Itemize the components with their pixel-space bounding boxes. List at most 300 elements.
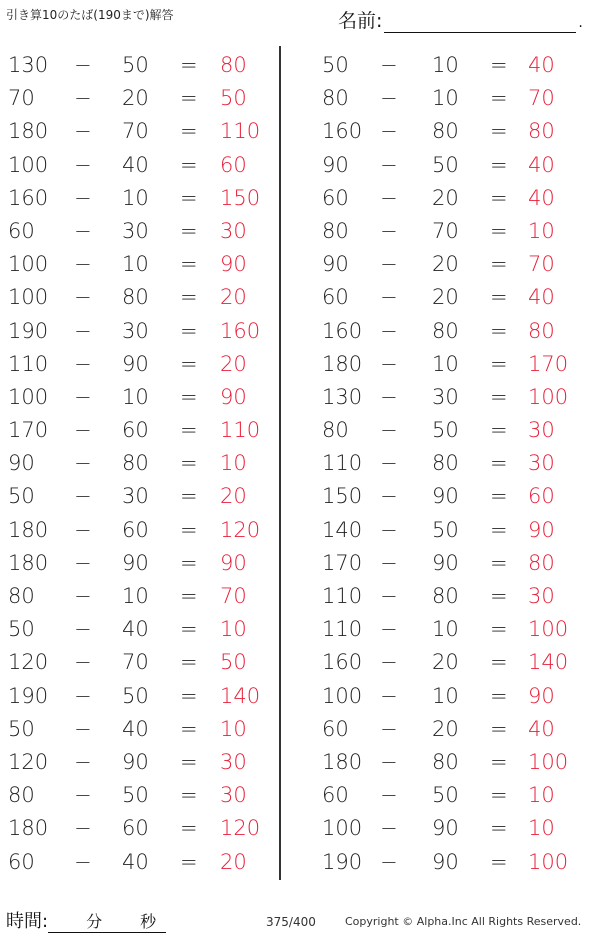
problem-row <box>0 280 290 313</box>
answer: 120 <box>220 517 261 542</box>
problem-row <box>0 214 290 247</box>
problem-row <box>300 745 590 778</box>
minus-sign: − <box>74 86 92 111</box>
problem-row <box>300 645 590 678</box>
problem-row <box>0 513 290 546</box>
seconds-label: 秒 <box>140 912 157 931</box>
answer: 60 <box>220 152 247 177</box>
answer: 50 <box>220 650 247 675</box>
answer: 40 <box>528 716 555 741</box>
answer: 70 <box>528 252 555 277</box>
minus-sign: − <box>74 749 92 774</box>
subtrahend: 50 <box>432 517 459 542</box>
equals-sign: = <box>180 816 198 841</box>
minuend: 180 <box>322 749 363 774</box>
minuend: 80 <box>322 418 349 443</box>
answer: 140 <box>220 683 261 708</box>
equals-sign: = <box>490 650 508 675</box>
minus-sign: − <box>380 318 398 343</box>
page-number: 375/400 <box>266 915 316 929</box>
minus-sign: − <box>380 517 398 542</box>
equals-sign: = <box>490 550 508 575</box>
minus-sign: − <box>380 716 398 741</box>
answer: 10 <box>220 617 247 642</box>
problem-row <box>0 446 290 479</box>
answer: 40 <box>528 152 555 177</box>
minuend: 120 <box>8 749 49 774</box>
subtrahend: 90 <box>122 351 149 376</box>
subtrahend: 50 <box>432 783 459 808</box>
equals-sign: = <box>180 484 198 509</box>
name-dot: . <box>578 15 583 31</box>
minus-sign: − <box>74 716 92 741</box>
equals-sign: = <box>490 119 508 144</box>
equals-sign: = <box>180 185 198 210</box>
answer: 10 <box>220 716 247 741</box>
time-field <box>6 907 166 933</box>
problem-row <box>0 745 290 778</box>
problem-row <box>300 845 590 878</box>
time-label: 時間: <box>6 911 49 932</box>
minuend: 110 <box>322 584 363 608</box>
minus-sign: − <box>74 185 92 210</box>
minuend: 90 <box>322 252 349 277</box>
subtrahend: 50 <box>122 783 149 808</box>
minus-sign: − <box>380 152 398 177</box>
answer: 90 <box>220 550 247 575</box>
equals-sign: = <box>490 849 508 874</box>
answer: 60 <box>528 484 555 509</box>
equals-sign: = <box>180 152 198 177</box>
minuend: 110 <box>322 617 363 642</box>
minus-sign: − <box>74 119 92 144</box>
equals-sign: = <box>490 816 508 841</box>
subtrahend: 80 <box>432 119 459 144</box>
minuend: 90 <box>8 451 35 476</box>
minuend: 190 <box>8 683 49 708</box>
equals-sign: = <box>180 584 198 608</box>
problem-row <box>300 811 590 844</box>
minuend: 140 <box>322 517 363 542</box>
subtrahend: 80 <box>432 749 459 774</box>
subtrahend: 30 <box>432 384 459 409</box>
minus-sign: − <box>380 218 398 243</box>
subtrahend: 10 <box>432 617 459 642</box>
worksheet-title: 引き算10のたば(190まで)解答 <box>6 8 174 22</box>
subtrahend: 70 <box>432 218 459 243</box>
subtrahend: 50 <box>122 53 149 77</box>
problem-row <box>300 479 590 512</box>
equals-sign: = <box>490 517 508 542</box>
minuend: 190 <box>322 849 363 874</box>
problem-row <box>300 446 590 479</box>
copyright-notice: Copyright © Alpha.Inc All Rights Reserved. <box>345 915 582 928</box>
minuend: 170 <box>8 418 49 443</box>
minus-sign: − <box>74 252 92 277</box>
equals-sign: = <box>180 252 198 277</box>
minus-sign: − <box>74 816 92 841</box>
equals-sign: = <box>490 218 508 243</box>
minuend: 160 <box>322 318 363 343</box>
subtrahend: 10 <box>122 584 149 608</box>
minus-sign: − <box>74 617 92 642</box>
answer: 30 <box>220 218 247 243</box>
minuend: 50 <box>322 53 349 77</box>
problem-row <box>0 712 290 745</box>
answer: 100 <box>528 384 569 409</box>
subtrahend: 90 <box>432 550 459 575</box>
minus-sign: − <box>74 418 92 443</box>
problem-row <box>0 546 290 579</box>
minuend: 100 <box>322 683 363 708</box>
problem-row <box>0 48 290 81</box>
minuend: 130 <box>8 53 49 77</box>
subtrahend: 90 <box>432 484 459 509</box>
answer: 160 <box>220 318 261 343</box>
answer: 90 <box>528 683 555 708</box>
time-blank-line <box>48 912 166 933</box>
subtrahend: 20 <box>122 86 149 111</box>
problem-row <box>0 645 290 678</box>
problem-row <box>0 380 290 413</box>
answer: 20 <box>220 849 247 874</box>
answer: 170 <box>528 351 569 376</box>
minuend: 180 <box>322 351 363 376</box>
subtrahend: 10 <box>432 53 459 77</box>
minuend: 50 <box>8 484 35 509</box>
subtrahend: 10 <box>122 185 149 210</box>
answer: 30 <box>220 783 247 808</box>
subtrahend: 40 <box>122 152 149 177</box>
subtrahend: 10 <box>432 683 459 708</box>
subtrahend: 50 <box>432 418 459 443</box>
problem-row <box>300 546 590 579</box>
minuend: 110 <box>322 451 363 476</box>
minuend: 60 <box>8 218 35 243</box>
problem-row <box>0 181 290 214</box>
equals-sign: = <box>180 119 198 144</box>
equals-sign: = <box>490 584 508 608</box>
minuend: 60 <box>322 783 349 808</box>
minus-sign: − <box>74 683 92 708</box>
equals-sign: = <box>490 683 508 708</box>
answer: 30 <box>528 418 555 443</box>
answer: 50 <box>220 86 247 111</box>
equals-sign: = <box>180 384 198 409</box>
name-field <box>338 6 583 33</box>
equals-sign: = <box>180 617 198 642</box>
minuend: 180 <box>8 550 49 575</box>
answer: 80 <box>528 550 555 575</box>
equals-sign: = <box>490 418 508 443</box>
subtrahend: 90 <box>432 849 459 874</box>
name-label: 名前: <box>338 10 383 32</box>
equals-sign: = <box>490 384 508 409</box>
equals-sign: = <box>180 683 198 708</box>
subtrahend: 70 <box>122 119 149 144</box>
minus-sign: − <box>74 650 92 675</box>
minus-sign: − <box>380 285 398 310</box>
equals-sign: = <box>180 517 198 542</box>
equals-sign: = <box>180 318 198 343</box>
minus-sign: − <box>380 550 398 575</box>
problem-row <box>300 679 590 712</box>
minuend: 80 <box>8 783 35 808</box>
minus-sign: − <box>380 351 398 376</box>
answer: 10 <box>528 783 555 808</box>
equals-sign: = <box>180 650 198 675</box>
problem-row <box>0 778 290 811</box>
subtrahend: 40 <box>122 716 149 741</box>
problem-row <box>0 81 290 114</box>
minus-sign: − <box>74 53 92 77</box>
minus-sign: − <box>74 318 92 343</box>
problem-row <box>300 214 590 247</box>
problem-row <box>0 314 290 347</box>
answer: 80 <box>528 119 555 144</box>
minuend: 180 <box>8 517 49 542</box>
equals-sign: = <box>490 484 508 509</box>
minuend: 100 <box>322 816 363 841</box>
equals-sign: = <box>180 849 198 874</box>
subtrahend: 90 <box>432 816 459 841</box>
minuend: 50 <box>8 617 35 642</box>
subtrahend: 10 <box>432 351 459 376</box>
problem-row <box>300 712 590 745</box>
equals-sign: = <box>490 749 508 774</box>
minus-sign: − <box>74 783 92 808</box>
problem-row <box>300 280 590 313</box>
equals-sign: = <box>490 451 508 476</box>
answer: 30 <box>220 749 247 774</box>
problem-row <box>0 114 290 147</box>
minus-sign: − <box>380 749 398 774</box>
minus-sign: − <box>380 816 398 841</box>
minus-sign: − <box>380 384 398 409</box>
answer: 100 <box>528 849 569 874</box>
problem-row <box>300 148 590 181</box>
problem-row <box>0 579 290 612</box>
answer: 90 <box>528 517 555 542</box>
minus-sign: − <box>74 517 92 542</box>
equals-sign: = <box>490 318 508 343</box>
minutes-label: 分 <box>86 912 103 931</box>
minus-sign: − <box>380 119 398 144</box>
minuend: 100 <box>8 285 49 310</box>
equals-sign: = <box>180 716 198 741</box>
minuend: 160 <box>322 650 363 675</box>
subtrahend: 20 <box>432 285 459 310</box>
subtrahend: 50 <box>432 152 459 177</box>
subtrahend: 30 <box>122 218 149 243</box>
minus-sign: − <box>380 484 398 509</box>
problem-row <box>300 114 590 147</box>
minuend: 100 <box>8 384 49 409</box>
answer: 30 <box>528 584 555 608</box>
minuend: 90 <box>322 152 349 177</box>
answer: 90 <box>220 252 247 277</box>
minuend: 80 <box>8 584 35 608</box>
equals-sign: = <box>490 716 508 741</box>
problem-row <box>0 679 290 712</box>
problem-row <box>300 778 590 811</box>
answer: 10 <box>528 218 555 243</box>
equals-sign: = <box>490 351 508 376</box>
minuend: 80 <box>322 86 349 111</box>
minus-sign: − <box>380 185 398 210</box>
problem-row <box>0 845 290 878</box>
minuend: 170 <box>322 550 363 575</box>
subtrahend: 80 <box>122 285 149 310</box>
minus-sign: − <box>74 451 92 476</box>
answer: 110 <box>220 418 261 443</box>
subtrahend: 30 <box>122 318 149 343</box>
minuend: 160 <box>8 185 49 210</box>
equals-sign: = <box>180 451 198 476</box>
problem-row <box>0 413 290 446</box>
equals-sign: = <box>490 783 508 808</box>
answer: 150 <box>220 185 261 210</box>
problem-row <box>300 380 590 413</box>
minus-sign: − <box>380 584 398 608</box>
subtrahend: 40 <box>122 849 149 874</box>
answer: 80 <box>220 53 247 77</box>
subtrahend: 50 <box>122 683 149 708</box>
minus-sign: − <box>380 617 398 642</box>
minus-sign: − <box>74 152 92 177</box>
minus-sign: − <box>380 783 398 808</box>
problem-row <box>300 48 590 81</box>
equals-sign: = <box>490 617 508 642</box>
answer: 120 <box>220 816 261 841</box>
equals-sign: = <box>180 749 198 774</box>
equals-sign: = <box>180 351 198 376</box>
minuend: 130 <box>322 384 363 409</box>
right-problem-column <box>300 48 590 878</box>
minuend: 80 <box>322 218 349 243</box>
minus-sign: − <box>74 351 92 376</box>
minus-sign: − <box>74 218 92 243</box>
minus-sign: − <box>380 53 398 77</box>
problem-row <box>0 811 290 844</box>
equals-sign: = <box>490 285 508 310</box>
minuend: 190 <box>8 318 49 343</box>
subtrahend: 80 <box>432 318 459 343</box>
minuend: 100 <box>8 152 49 177</box>
problem-row <box>0 347 290 380</box>
minuend: 150 <box>322 484 363 509</box>
problem-row <box>300 513 590 546</box>
answer: 140 <box>528 650 569 675</box>
subtrahend: 40 <box>122 617 149 642</box>
minus-sign: − <box>74 484 92 509</box>
subtrahend: 10 <box>432 86 459 111</box>
subtrahend: 60 <box>122 418 149 443</box>
minuend: 180 <box>8 816 49 841</box>
problem-row <box>0 612 290 645</box>
answer: 110 <box>220 119 261 144</box>
subtrahend: 20 <box>432 716 459 741</box>
answer: 30 <box>528 451 555 476</box>
subtrahend: 90 <box>122 550 149 575</box>
equals-sign: = <box>180 86 198 111</box>
minus-sign: − <box>380 418 398 443</box>
subtrahend: 80 <box>432 451 459 476</box>
equals-sign: = <box>180 418 198 443</box>
equals-sign: = <box>180 783 198 808</box>
equals-sign: = <box>490 252 508 277</box>
subtrahend: 30 <box>122 484 149 509</box>
problem-row <box>0 247 290 280</box>
equals-sign: = <box>180 53 198 77</box>
subtrahend: 80 <box>432 584 459 608</box>
problem-row <box>300 347 590 380</box>
equals-sign: = <box>180 550 198 575</box>
minuend: 160 <box>322 119 363 144</box>
answer: 70 <box>220 584 247 608</box>
answer: 80 <box>528 318 555 343</box>
minus-sign: − <box>74 584 92 608</box>
left-problem-column <box>0 48 290 878</box>
minuend: 100 <box>8 252 49 277</box>
subtrahend: 20 <box>432 252 459 277</box>
problem-row <box>300 314 590 347</box>
subtrahend: 80 <box>122 451 149 476</box>
minus-sign: − <box>74 550 92 575</box>
answer: 20 <box>220 285 247 310</box>
equals-sign: = <box>180 285 198 310</box>
problem-row <box>0 148 290 181</box>
minus-sign: − <box>74 849 92 874</box>
minus-sign: − <box>380 650 398 675</box>
subtrahend: 90 <box>122 749 149 774</box>
minus-sign: − <box>380 86 398 111</box>
answer: 10 <box>528 816 555 841</box>
answer: 70 <box>528 86 555 111</box>
answer: 40 <box>528 285 555 310</box>
subtrahend: 20 <box>432 185 459 210</box>
minus-sign: − <box>74 285 92 310</box>
answer: 10 <box>220 451 247 476</box>
minuend: 70 <box>8 86 35 111</box>
problem-row <box>300 413 590 446</box>
minuend: 110 <box>8 351 49 376</box>
problem-row <box>300 81 590 114</box>
answer: 40 <box>528 53 555 77</box>
equals-sign: = <box>490 185 508 210</box>
minus-sign: − <box>74 384 92 409</box>
answer: 100 <box>528 617 569 642</box>
subtrahend: 20 <box>432 650 459 675</box>
problem-row <box>300 612 590 645</box>
answer: 40 <box>528 185 555 210</box>
problem-row <box>300 181 590 214</box>
equals-sign: = <box>490 86 508 111</box>
minuend: 60 <box>8 849 35 874</box>
minuend: 60 <box>322 716 349 741</box>
subtrahend: 60 <box>122 816 149 841</box>
name-blank-line <box>384 12 576 33</box>
equals-sign: = <box>490 53 508 77</box>
subtrahend: 70 <box>122 650 149 675</box>
minus-sign: − <box>380 451 398 476</box>
subtrahend: 10 <box>122 384 149 409</box>
answer: 20 <box>220 484 247 509</box>
minus-sign: − <box>380 849 398 874</box>
subtrahend: 10 <box>122 252 149 277</box>
answer: 20 <box>220 351 247 376</box>
minuend: 60 <box>322 185 349 210</box>
